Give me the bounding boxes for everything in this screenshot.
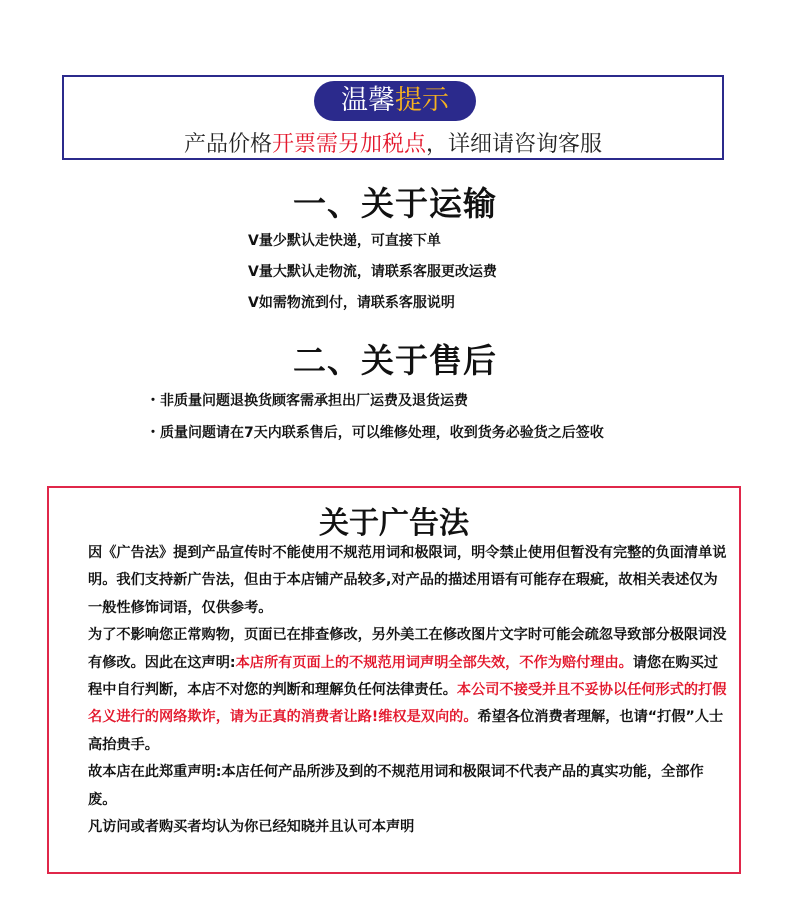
ad-law-paragraph-3: 故本店在此郑重声明:本店任何产品所涉及到的不规范用词和极限词不代表产品的真实功能，全部作废。 bbox=[88, 764, 704, 808]
ad-law-box bbox=[47, 486, 741, 874]
ad-law-paragraph-2 bbox=[60, 622, 728, 759]
shipping-list bbox=[248, 230, 497, 323]
list-item: V量大默认走物流，请联系客服更改运费 bbox=[248, 264, 497, 280]
list-item: V量少默认走快递，可直接下单 bbox=[248, 233, 441, 249]
ad-law-body bbox=[60, 540, 728, 841]
ad-law-paragraph-4: 凡访问或者购买者均认为你已经知晓并且认可本声明 bbox=[88, 819, 415, 836]
shipping-heading: 一、关于运输 bbox=[293, 184, 497, 223]
ad-law-paragraph-2-c: 希望各位消费者理解，也请“打假”人士高抬贵手。 bbox=[88, 709, 724, 753]
notice-box bbox=[62, 75, 724, 160]
notice-text bbox=[64, 127, 722, 158]
ad-law-title: 关于广告法 bbox=[319, 506, 469, 541]
after-sales-list bbox=[146, 390, 604, 454]
notice-badge-highlight: 提示 bbox=[395, 85, 449, 116]
notice-text-part1: 产品价格 bbox=[183, 132, 272, 157]
notice-badge-text: 温馨 bbox=[341, 85, 395, 116]
list-item: V如需物流到付，请联系客服说明 bbox=[248, 295, 455, 311]
ad-law-paragraph-2-a: 为了不影响您正常购物，页面已在排查修改，另外美工在修改图片文字时可能会疏忽导致部分极限词没有修改。因此在这声明: bbox=[88, 627, 727, 671]
ad-law-warning-2: 本公司不接受并且不妥协以任何形式的打假名义进行的网络欺诈，请为正真的消费者让路!维权是双向的。 bbox=[88, 682, 727, 726]
ad-law-paragraph-1: 因《广告法》提到产品宣传时不能使用不规范用词和极限词，明令禁止使用但暂没有完整的负面清单说明。我们支持新广告法，但由于本店铺产品较多,对产品的描述用语有可能存在瑕疵，故相关表述仅为一般性修饰词语，仅供参考。 bbox=[88, 545, 727, 616]
ad-law-warning-1: 本店所有页面上的不规范用词声明全部失效，不作为赔付理由。 bbox=[235, 654, 633, 671]
notice-badge bbox=[314, 81, 476, 121]
list-item: ・质量问题请在7天内联系售后，可以维修处理，收到货务必验货之后签收 bbox=[146, 425, 604, 441]
notice-text-highlight: 开票需另加税点 bbox=[271, 132, 426, 157]
notice-text-part2: ，详细请咨询客服 bbox=[426, 132, 603, 157]
after-sales-heading: 二、关于售后 bbox=[293, 341, 497, 380]
ad-law-paragraph-2-b: 请您在购买过程中自行判断，本店不对您的判断和理解负任何法律责任。 bbox=[88, 654, 718, 699]
list-item: ・非质量问题退换货顾客需承担出厂运费及退货运费 bbox=[146, 393, 468, 409]
